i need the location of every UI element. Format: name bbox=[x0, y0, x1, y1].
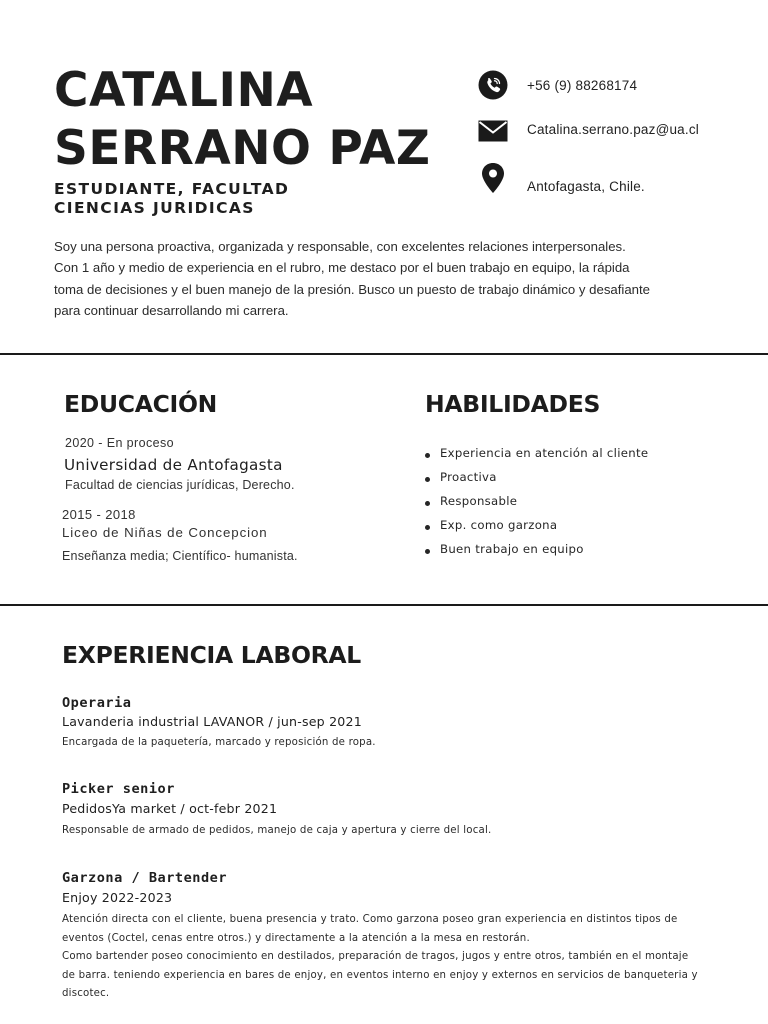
name-line-2: SERRANO PAZ bbox=[54, 121, 431, 176]
experience-heading: EXPERIENCIA LABORAL bbox=[62, 641, 361, 669]
job-description-line: eventos (Coctel, cenas entre otros.) y directamente a la atención a la mesa en restorán. bbox=[62, 932, 530, 944]
job-role: Operaria bbox=[62, 695, 132, 711]
skill-item: Exp. como garzona bbox=[424, 518, 648, 542]
skill-item: Buen trabajo en equipo bbox=[424, 542, 648, 566]
job-role: Garzona / Bartender bbox=[62, 870, 227, 886]
email-address: Catalina.serrano.paz@ua.cl bbox=[527, 122, 699, 137]
job-description-line: de barra. teniendo experiencia en bares de enjoy, en eventos interno en enjoy y externos en servicios de banqueteria y bbox=[62, 969, 698, 981]
candidate-name bbox=[54, 62, 430, 178]
profile-line: toma de decisiones y el buen manejo de la presión. Busco un puesto de trabajo dinámico y desafiante bbox=[54, 281, 651, 297]
section-divider bbox=[0, 604, 768, 606]
job-description-line: Atención directa con el cliente, buena presencia y trato. Como garzona poseo gran experiencia en distintos tipos de bbox=[62, 914, 678, 925]
job-description-line: discotec. bbox=[62, 988, 110, 999]
job-company: Enjoy 2022-2023 bbox=[62, 890, 173, 905]
subtitle-line-2: CIENCIAS JURIDICAS bbox=[54, 199, 255, 217]
education-heading: EDUCACIÓN bbox=[64, 390, 218, 418]
skills-heading: HABILIDADES bbox=[425, 390, 601, 418]
phone-icon bbox=[478, 70, 508, 100]
map-pin-icon bbox=[478, 163, 508, 193]
education-detail: Enseñanza media; Científico- humanista. bbox=[62, 549, 298, 563]
subtitle-line-1: ESTUDIANTE, FACULTAD bbox=[54, 180, 290, 198]
job-role: Picker senior bbox=[62, 781, 175, 797]
profile-summary bbox=[54, 236, 714, 321]
name-line-1: CATALINA bbox=[54, 63, 314, 118]
skill-item: Responsable bbox=[424, 494, 648, 518]
job-description-line: Responsable de armado de pedidos, manejo de caja y apertura y cierre del local. bbox=[62, 825, 492, 836]
skill-item: Experiencia en atención al cliente bbox=[424, 446, 648, 470]
envelope-icon bbox=[478, 116, 508, 146]
profile-line: Soy una persona proactiva, organizada y responsable, con excelentes relaciones interpersonales. bbox=[54, 239, 626, 254]
candidate-subtitle bbox=[54, 180, 289, 218]
location: Antofagasta, Chile. bbox=[527, 179, 645, 194]
skills-list bbox=[424, 446, 648, 566]
profile-line: Con 1 año y medio de experiencia en el rubro, me destaco por el buen trabajo en equipo, la rápida bbox=[54, 260, 630, 276]
skill-item: Proactiva bbox=[424, 470, 648, 494]
education-period: 2020 - En proceso bbox=[65, 436, 174, 450]
job-description bbox=[62, 822, 491, 841]
profile-line: para continuar desarrollando mi carrera. bbox=[54, 302, 289, 318]
phone-number: +56 (9) 88268174 bbox=[527, 78, 638, 93]
job-description bbox=[62, 734, 376, 753]
job-description-line: Encargada de la paquetería, marcado y reposición de ropa. bbox=[62, 737, 376, 748]
education-period: 2015 - 2018 bbox=[62, 507, 136, 522]
job-description bbox=[62, 911, 698, 1004]
job-description-line: Como bartender poseo conocimiento en destilados, preparación de tragos, jugos y entre otros, también en el montaje bbox=[62, 951, 689, 962]
education-detail: Facultad de ciencias jurídicas, Derecho. bbox=[65, 478, 295, 492]
section-divider bbox=[0, 353, 768, 355]
job-company: PedidosYa market / oct-febr 2021 bbox=[62, 801, 278, 816]
education-institution: Liceo de Niñas de Concepcion bbox=[62, 525, 268, 540]
job-company: Lavanderia industrial LAVANOR / jun-sep 2021 bbox=[62, 714, 362, 729]
education-institution: Universidad de Antofagasta bbox=[64, 456, 283, 474]
